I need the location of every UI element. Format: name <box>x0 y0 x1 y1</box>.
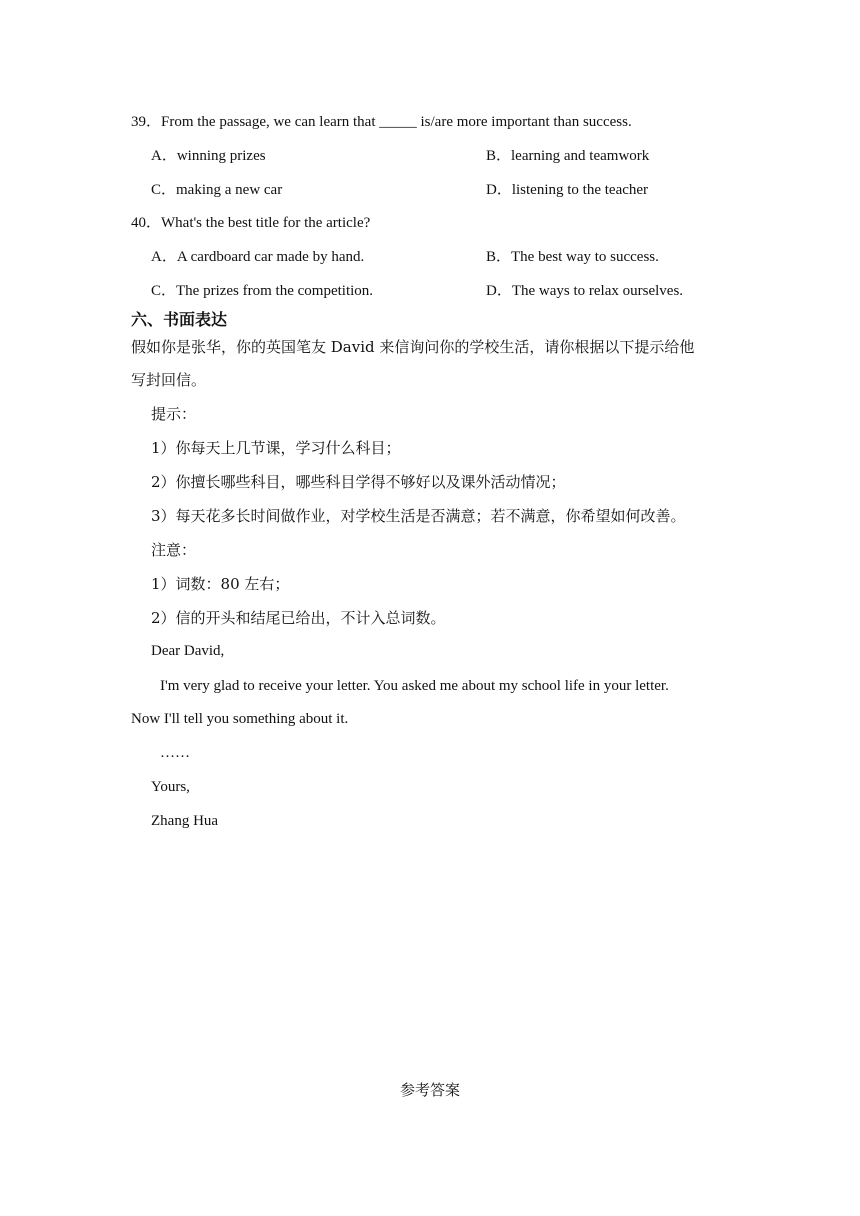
question-40-option-a: A．A cardboard car made by hand. <box>151 249 365 265</box>
answer-key-heading: 参考答案 <box>399 1081 460 1099</box>
hint-item-2: 2）你擅长哪些科目，哪些科目学得不够好以及课外活动情况； <box>151 473 566 491</box>
note-item-1: 1）词数：80 左右； <box>151 575 290 593</box>
letter-ellipsis: …… <box>160 745 190 761</box>
question-40-option-c: C．The prizes from the competition. <box>151 283 374 299</box>
note-item-2: 2）信的开头和结尾已给出，不计入总词数。 <box>151 609 446 627</box>
letter-closing: Yours, <box>151 779 190 795</box>
letter-body-line2: Now I'll tell you something about it. <box>131 711 349 727</box>
letter-greeting: Dear David, <box>151 643 225 659</box>
letter-signature: Zhang Hua <box>151 813 219 829</box>
section-title-writing: 六、书面表达 <box>131 310 228 329</box>
question-39-option-c: C．making a new car <box>151 182 283 198</box>
question-39-option-a: A．winning prizes <box>151 148 266 164</box>
writing-instruction-line1: 假如你是张华，你的英国笔友 David 来信询问你的学校生活，请你根据以下提示给他 <box>131 338 695 356</box>
hints-label: 提示： <box>151 405 197 423</box>
letter-body-line1: I'm very glad to receive your letter. You asked me about my school life in your letter. <box>160 678 669 694</box>
hint-item-1: 1）你每天上几节课，学习什么科目； <box>151 439 401 457</box>
writing-instruction-line2: 写封回信。 <box>131 371 207 389</box>
question-40-option-b: B．The best way to success. <box>486 249 659 265</box>
question-40-option-d: D．The ways to relax ourselves. <box>486 283 684 299</box>
question-39-stem: 39．From the passage, we can learn that _____ is/are more important than success. <box>131 114 632 130</box>
notes-label: 注意： <box>151 541 197 559</box>
question-39-option-d: D．listening to the teacher <box>486 182 649 198</box>
hint-item-3: 3）每天花多长时间做作业，对学校生活是否满意；若不满意，你希望如何改善。 <box>151 507 686 525</box>
question-40-stem: 40．What's the best title for the article? <box>131 215 371 231</box>
question-39-option-b: B．learning and teamwork <box>486 148 650 164</box>
